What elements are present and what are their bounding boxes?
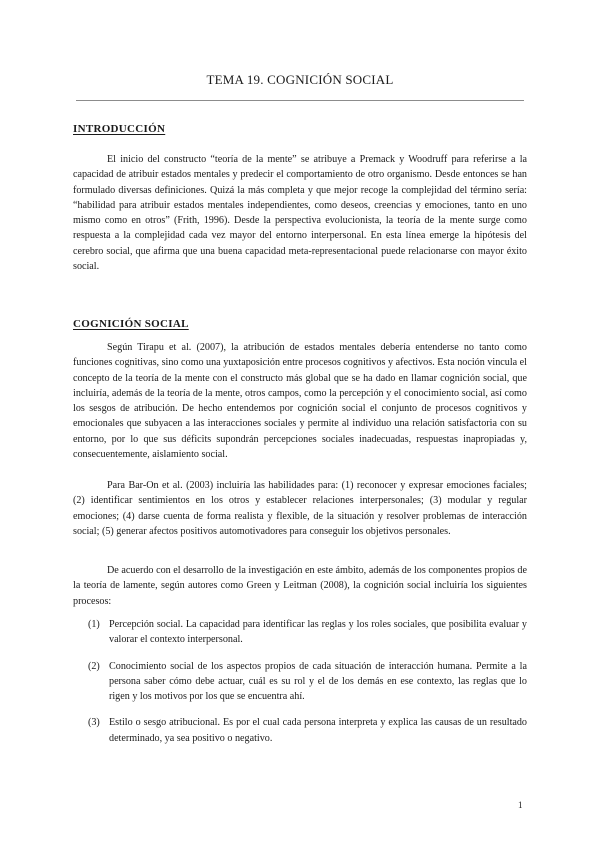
page-title: TEMA 19. COGNICIÓN SOCIAL (206, 72, 394, 87)
list-item (88, 659, 527, 705)
section-heading-cognicion-social: COGNICIÓN SOCIAL (73, 318, 189, 330)
list-item (88, 715, 527, 746)
list-item-text: Conocimiento social de los aspectos propios de cada situación de interacción humana. Permite a la persona saber cómo debe actuar, cuál es su rol y el de los demás en ese contexto, las reglas que lo rigen y los motivos por los que se encuentra ahí. (109, 660, 527, 703)
processes-list (88, 617, 527, 757)
list-item-text: Percepción social. La capacidad para identificar las reglas y los roles sociales, que posibilita evaluar y valorar el contexto interpersonal. (109, 619, 527, 646)
list-marker: (2) (88, 660, 100, 672)
list-item-text: Estilo o sesgo atribucional. Es por el cual cada persona interpreta y explica las causas de un resultado determinado, ya sea positivo o negativo. (109, 717, 527, 744)
body-paragraph-green-leitman: De acuerdo con el desarrollo de la investigación en este ámbito, además de los componentes propios de la teoría de lamente, según autores como Green y Leitman (2008), la cognición social incluiría los siguientes procesos: (73, 565, 527, 607)
section-heading-introduccion: INTRODUCCIÓN (73, 123, 166, 135)
body-paragraph-bar-on: Para Bar-On et al. (2003) incluiría las habilidades para: (1) reconocer y expresar emociones faciales; (2) identificar sentimientos en los otros y establecer relaciones interpersonales; (3) modular y regular emociones; (4) darse cuenta de forma realista y flexible, de la situación y resolver problemas de interacción social; (5) generar afectos positivos automotivadores para conseguir los objetivos personales. (73, 480, 527, 537)
title-divider (76, 100, 524, 101)
intro-paragraph: El inicio del constructo “teoría de la mente” se atribuye a Premack y Woodruff para referirse a la capacidad de atribuir estados mentales y predecir el comportamiento de otro organismo. Desde entonces se han formulado diversas definiciones. Quizá la más completa y que mejor recoge la complejidad del término sería: “habilidad para atribuir estados mentales independientes, como deseos, creencias y emociones, tanto en uno mismo como en otros” (Frith, 1996). Desde la perspectiva evolucionista, la teoría de la mente surge como respuesta a la complejidad cada vez mayor del entorno interpersonal. En esta línea emerge la hipótesis del cerebro social, que afirma que una buena capacidad meta-representacional puede relacionarse con mayor éxito social. (73, 154, 527, 273)
list-marker: (3) (88, 717, 100, 729)
list-item (88, 617, 527, 648)
body-paragraph-tirapu: Según Tirapu et al. (2007), la atribución de estados mentales debería entenderse no tanto como funciones cognitivas, sino como una yuxtaposición entre procesos cognitivos y afectivos. Esta noción vincula el concepto de la teoría de la mente con el constructo más global que se ha dado en llamar cognición social, que incluiría, además de la teoría de la mente, otros campos, como la percepción y el conocimiento social, así como los sesgos de atribución. De hecho entendemos por cognición social el conjunto de procesos cognitivos y emocionales que subyacen a las interacciones sociales y permite al individuo una relación satisfactoria con su entorno, por lo que sus déficits supondrán percepciones sociales inadecuadas, respuestas inapropiadas y, consecuentemente, aislamiento social. (73, 342, 527, 461)
page-number: 1 (518, 800, 523, 810)
list-marker: (1) (88, 619, 100, 630)
